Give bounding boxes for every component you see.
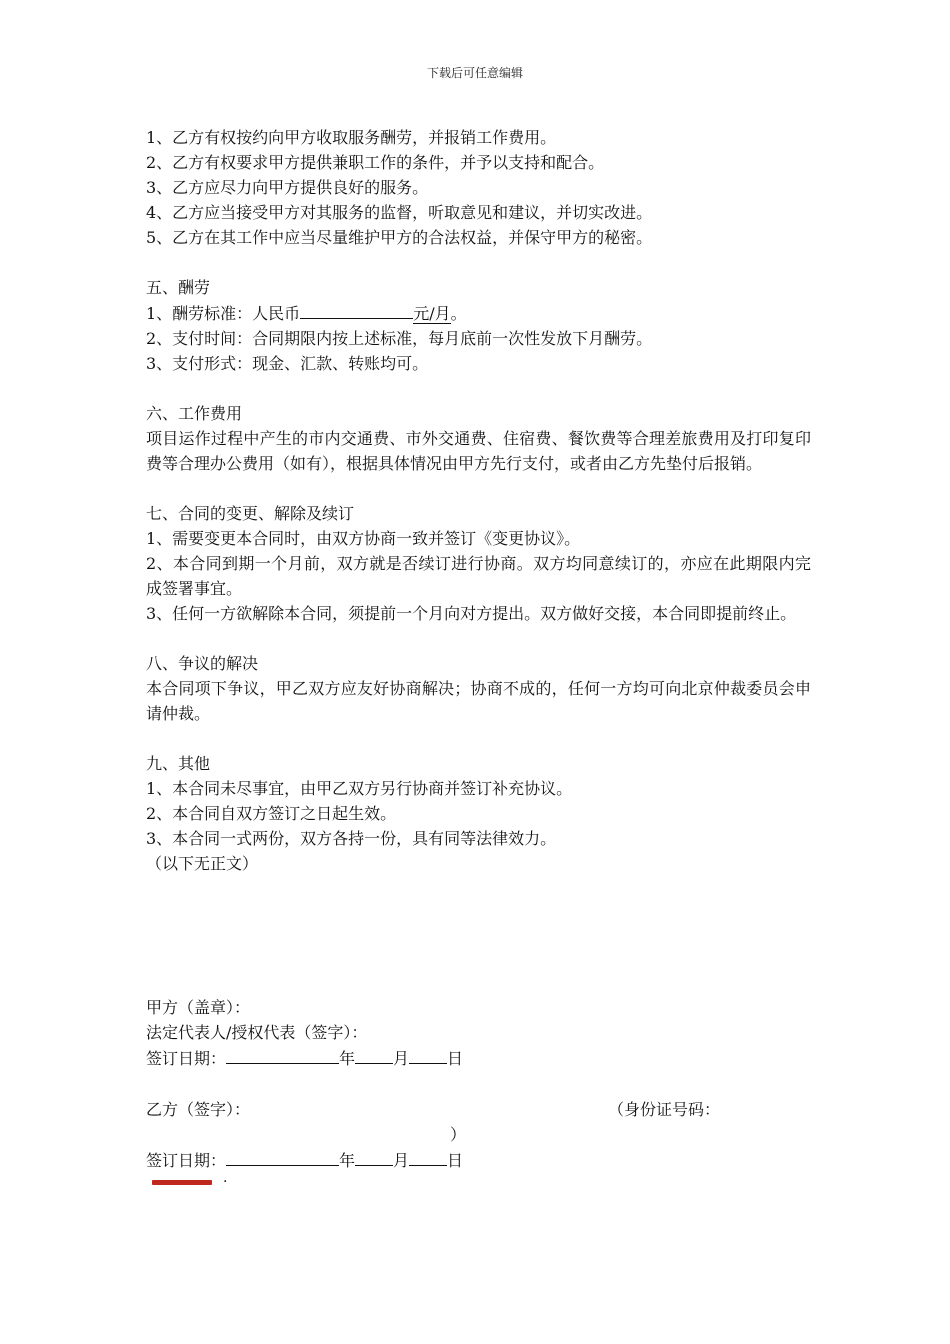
list-item: 1、乙方有权按约向甲方收取服务酬劳，并报销工作费用。 [146, 128, 557, 147]
year-blank [226, 1147, 339, 1166]
amount-unit: 元/月 [413, 304, 451, 323]
month-label: 月 [393, 1151, 410, 1170]
trailing-dot: . [223, 1170, 228, 1186]
other-item-1: 1、本合同未尽事宜，由甲乙双方另行协商并签订补充协议。 [146, 779, 573, 798]
payment-time: 2、支付时间：合同期限内按上述标准，每月底前一次性发放下月酬劳。 [146, 329, 653, 348]
month-label: 月 [393, 1049, 410, 1068]
change-item-3: 3、任何一方欲解除本合同，须提前一个月向对方提出。双方做好交接，本合同即提前终止。 [146, 604, 797, 623]
day-blank [409, 1147, 447, 1166]
day-blank [409, 1045, 447, 1064]
dispute-body: 本合同项下争议，甲乙双方应友好协商解决；协商不成的，任何一方均可向北京仲裁委员会申请仲裁。 [146, 679, 811, 723]
list-item: 2、乙方有权要求甲方提供兼职工作的条件，并予以支持和配合。 [146, 153, 605, 172]
section-heading-dispute: 八、争议的解决 [146, 654, 259, 673]
payment-method: 3、支付形式：现金、汇款、转账均可。 [146, 354, 429, 373]
amount-blank [300, 300, 413, 319]
party-b-label: 乙方（签字）： [146, 1100, 251, 1119]
month-blank [355, 1045, 393, 1064]
page-header: 下载后可任意编辑 [426, 66, 523, 80]
list-item: 5、乙方在其工作中应当尽量维护甲方的合法权益，并保守甲方的秘密。 [146, 228, 653, 247]
day-label: 日 [447, 1049, 464, 1068]
other-item-3: 3、本合同一式两份，双方各持一份，具有同等法律效力。 [146, 829, 557, 848]
remuneration-label: 1、酬劳标准：人民币 [146, 304, 301, 323]
date-label: 签订日期： [146, 1151, 227, 1170]
party-a-date [146, 1045, 463, 1071]
party-a-label: 甲方（盖章）： [146, 998, 251, 1017]
party-b-date [146, 1147, 463, 1173]
section-heading-other: 九、其他 [146, 754, 211, 773]
month-blank [355, 1147, 393, 1166]
change-item-1: 1、需要变更本合同时，由双方协商一致并签订《变更协议》。 [146, 529, 581, 548]
year-label: 年 [339, 1151, 356, 1170]
section-heading-change: 七、合同的变更、解除及续订 [146, 504, 355, 523]
id-number-label: （身份证号码： [608, 1100, 721, 1119]
expenses-body: 项目运作过程中产生的市内交通费、市外交通费、住宿费、餐饮费等合理差旅费用及打印复印费等合理办公费用（如有），根据具体情况由甲方先行支付，或者由乙方先垫付后报销。 [146, 429, 811, 473]
list-item: 4、乙方应当接受甲方对其服务的监督，听取意见和建议，并切实改进。 [146, 203, 653, 222]
section-heading-expenses: 六、工作费用 [146, 404, 243, 423]
list-item: 3、乙方应尽力向甲方提供良好的服务。 [146, 178, 429, 197]
other-item-2: 2、本合同自双方签订之日起生效。 [146, 804, 397, 823]
rights-list [146, 125, 811, 250]
id-number-close: ） [450, 1125, 467, 1144]
year-blank [226, 1045, 339, 1064]
date-label: 签订日期： [146, 1049, 227, 1068]
contract-body [146, 125, 811, 876]
remuneration-standard [146, 300, 811, 326]
day-label: 日 [447, 1151, 464, 1170]
period-mark: 。 [450, 304, 467, 323]
red-stamp-mark [152, 1180, 212, 1185]
change-item-2: 2、本合同到期一个月前，双方就是否续订进行协商。双方均同意续订的，亦应在此期限内完成签署事宜。 [146, 554, 811, 598]
year-label: 年 [339, 1049, 356, 1068]
end-note: （以下无正文） [146, 854, 259, 873]
section-heading-remuneration: 五、酬劳 [146, 278, 211, 297]
legal-rep-label: 法定代表人/授权代表（签字）： [146, 1023, 368, 1042]
